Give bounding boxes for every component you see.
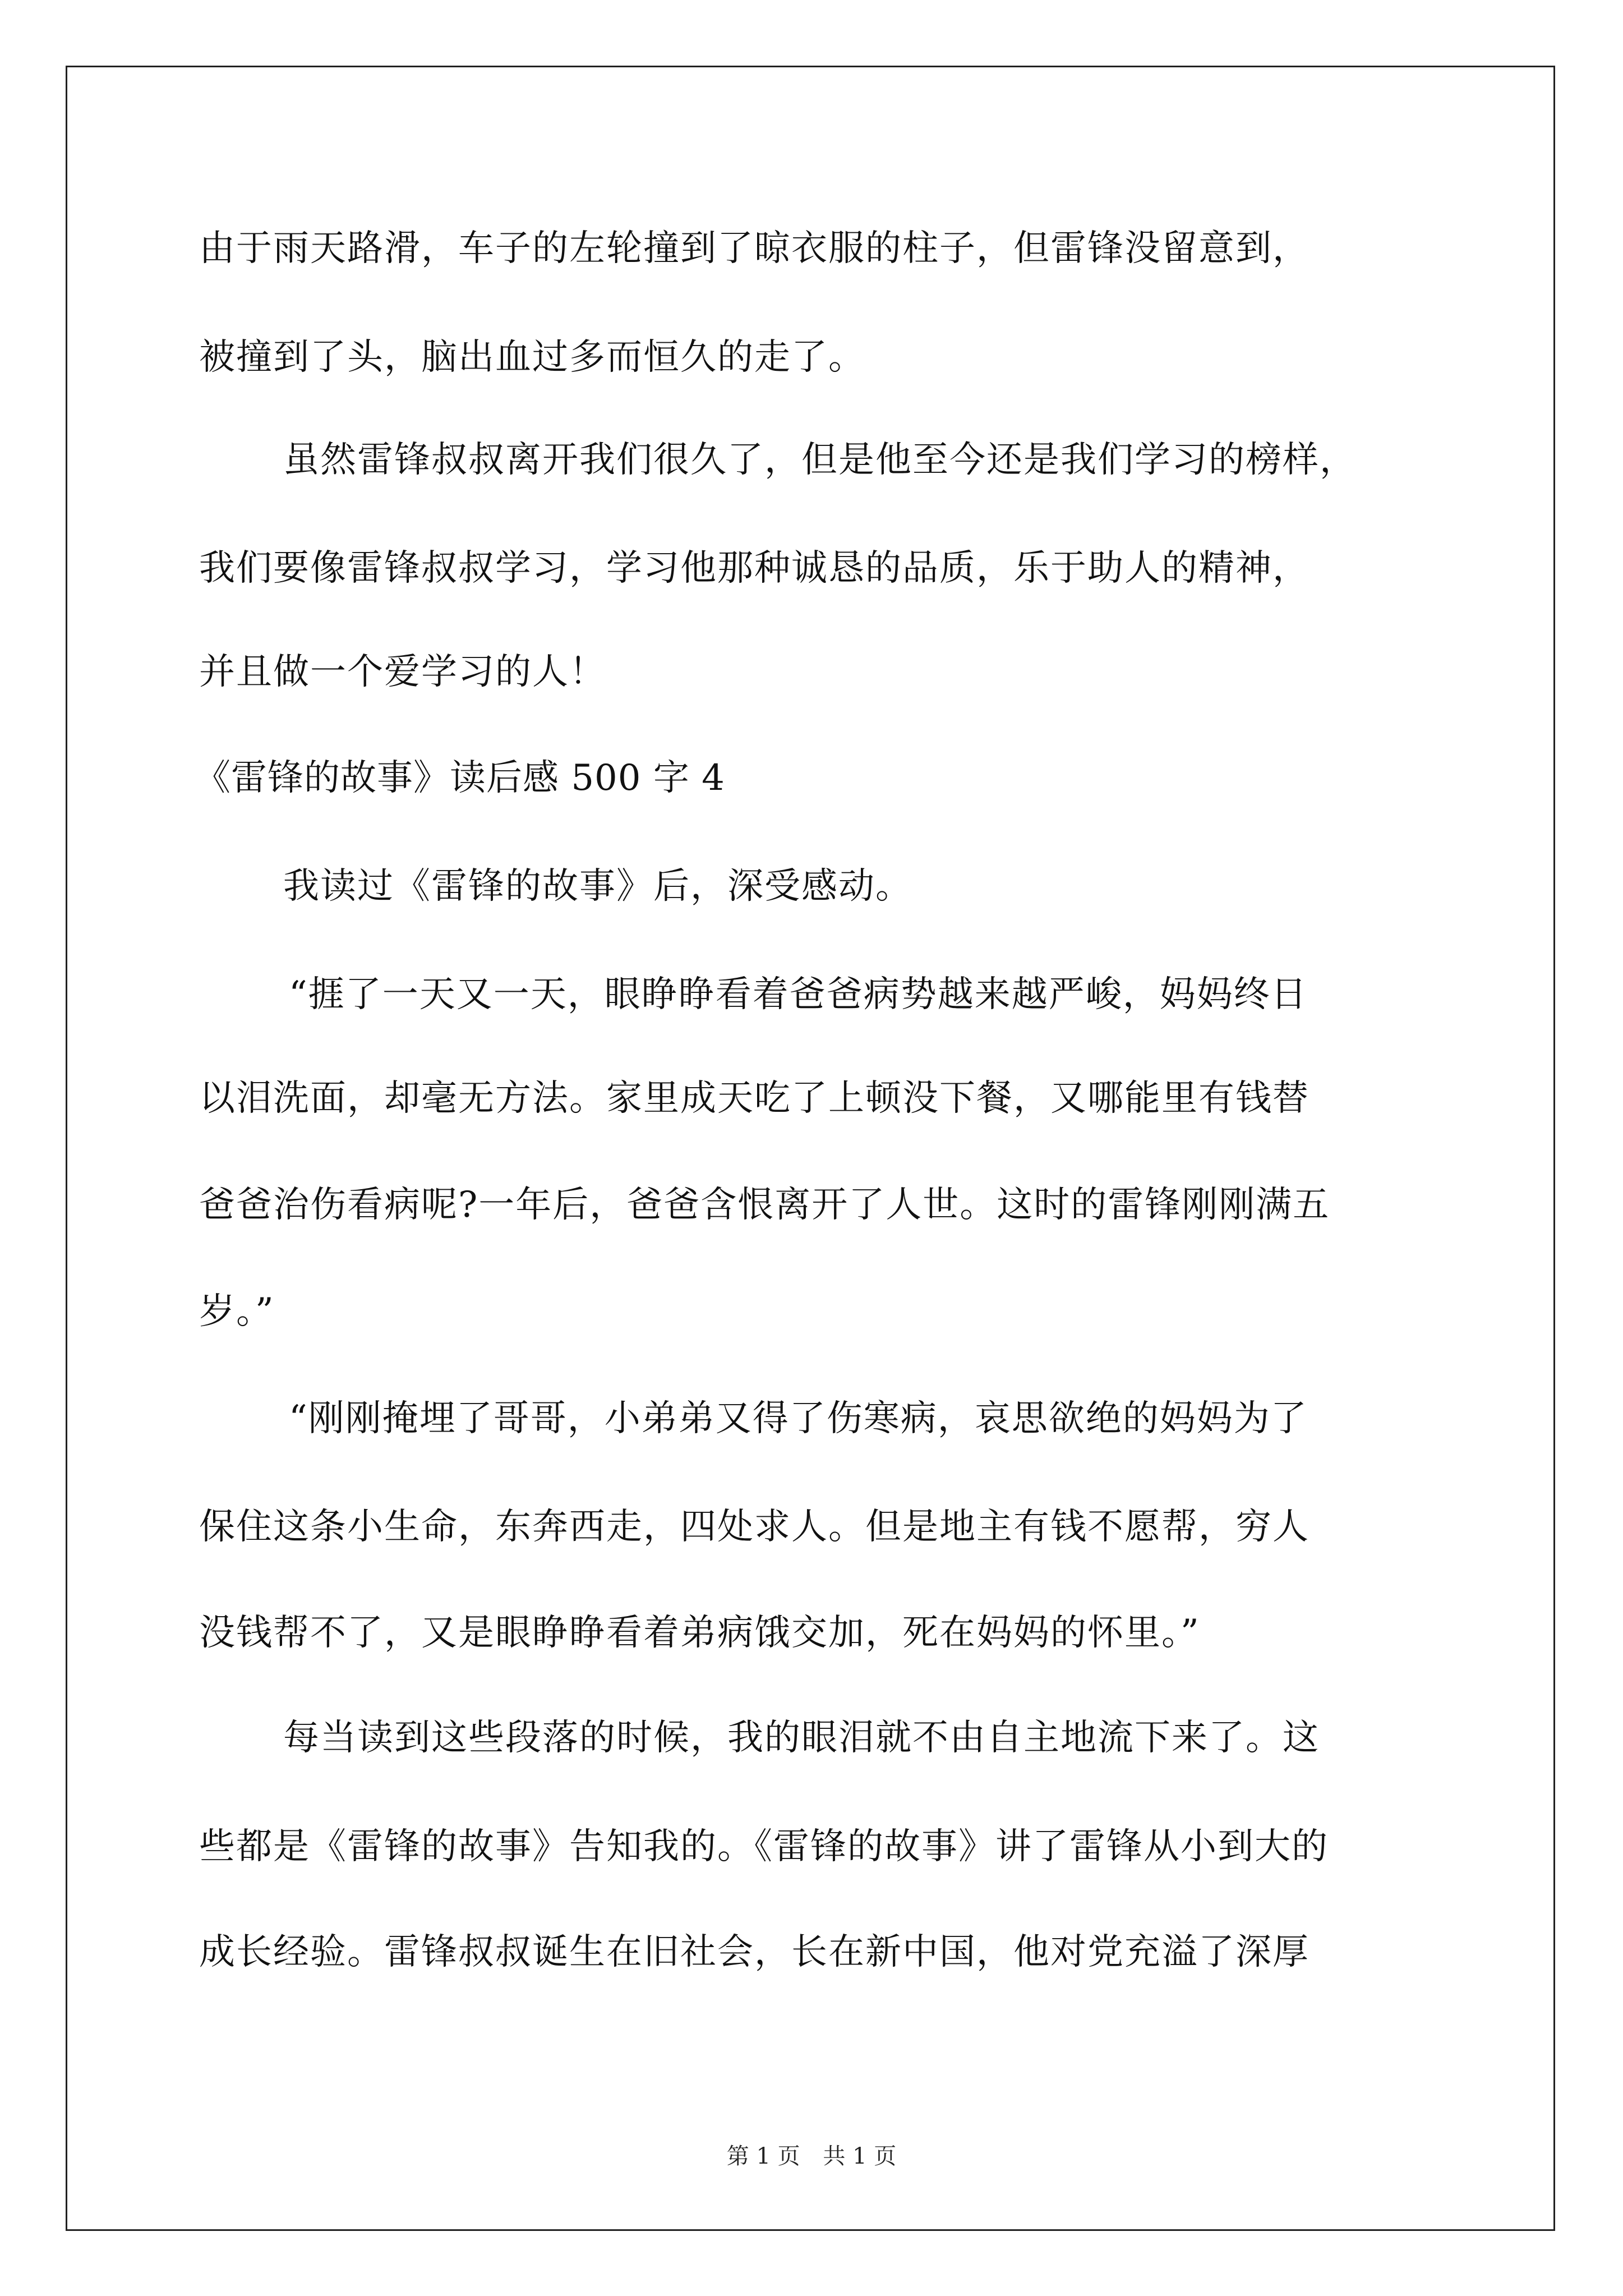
text-line: 我们要像雷锋叔叔学习，学习他那种诚恳的品质，乐于助人的精神， xyxy=(199,547,1310,589)
text-line: 以泪洗面，却毫无方法。家里成天吃了上顿没下餐，又哪能里有钱替 xyxy=(199,1078,1310,1119)
text-line: 并且做一个爱学习的人！ xyxy=(199,651,606,693)
page-number-current: 第 1 页 xyxy=(726,2143,800,2169)
text-line: 没钱帮不了，又是眼睁睁看着弟病饿交加，死在妈妈的怀里。” xyxy=(199,1612,1200,1654)
paragraph-first-line: 虽然雷锋叔叔离开我们很久了，但是他至今还是我们学习的榜样， xyxy=(283,439,1357,481)
text-line: 被撞到了头，脑出血过多而恒久的走了。 xyxy=(199,337,865,378)
paragraph-first-line: 每当读到这些段落的时候，我的眼泪就不由自主地流下来了。这 xyxy=(283,1717,1320,1759)
text-line: 成长经验。雷锋叔叔诞生在旧社会，长在新中国，他对党充溢了深厚 xyxy=(199,1931,1310,1973)
quote-first-line: “刚刚掩埋了哥哥，小弟弟又得了伤寒病，哀思欲绝的妈妈为了 xyxy=(289,1398,1308,1439)
page-border xyxy=(66,66,1555,2231)
text-line: 些都是《雷锋的故事》告知我的。《雷锋的故事》讲了雷锋从小到大的 xyxy=(199,1826,1329,1867)
page-footer xyxy=(0,2143,1623,2170)
quote-first-line: “捱了一天又一天，眼睁睁看着爸爸病势越来越严峻，妈妈终日 xyxy=(289,974,1308,1015)
section-heading: 《雷锋的故事》读后感 500 字 4 xyxy=(195,757,725,799)
text-line: 爸爸治伤看病呢?一年后，爸爸含恨离开了人世。这时的雷锋刚刚满五 xyxy=(199,1184,1330,1226)
text-line: 岁。” xyxy=(199,1291,275,1332)
paragraph-first-line: 我读过《雷锋的故事》后，深受感动。 xyxy=(283,866,912,907)
page-number-total: 共 1 页 xyxy=(823,2143,897,2169)
text-line: 保住这条小生命，东奔西走，四处求人。但是地主有钱不愿帮，穷人 xyxy=(199,1506,1310,1548)
text-line: 由于雨天路滑，车子的左轮撞到了晾衣服的柱子，但雷锋没留意到， xyxy=(199,228,1310,269)
